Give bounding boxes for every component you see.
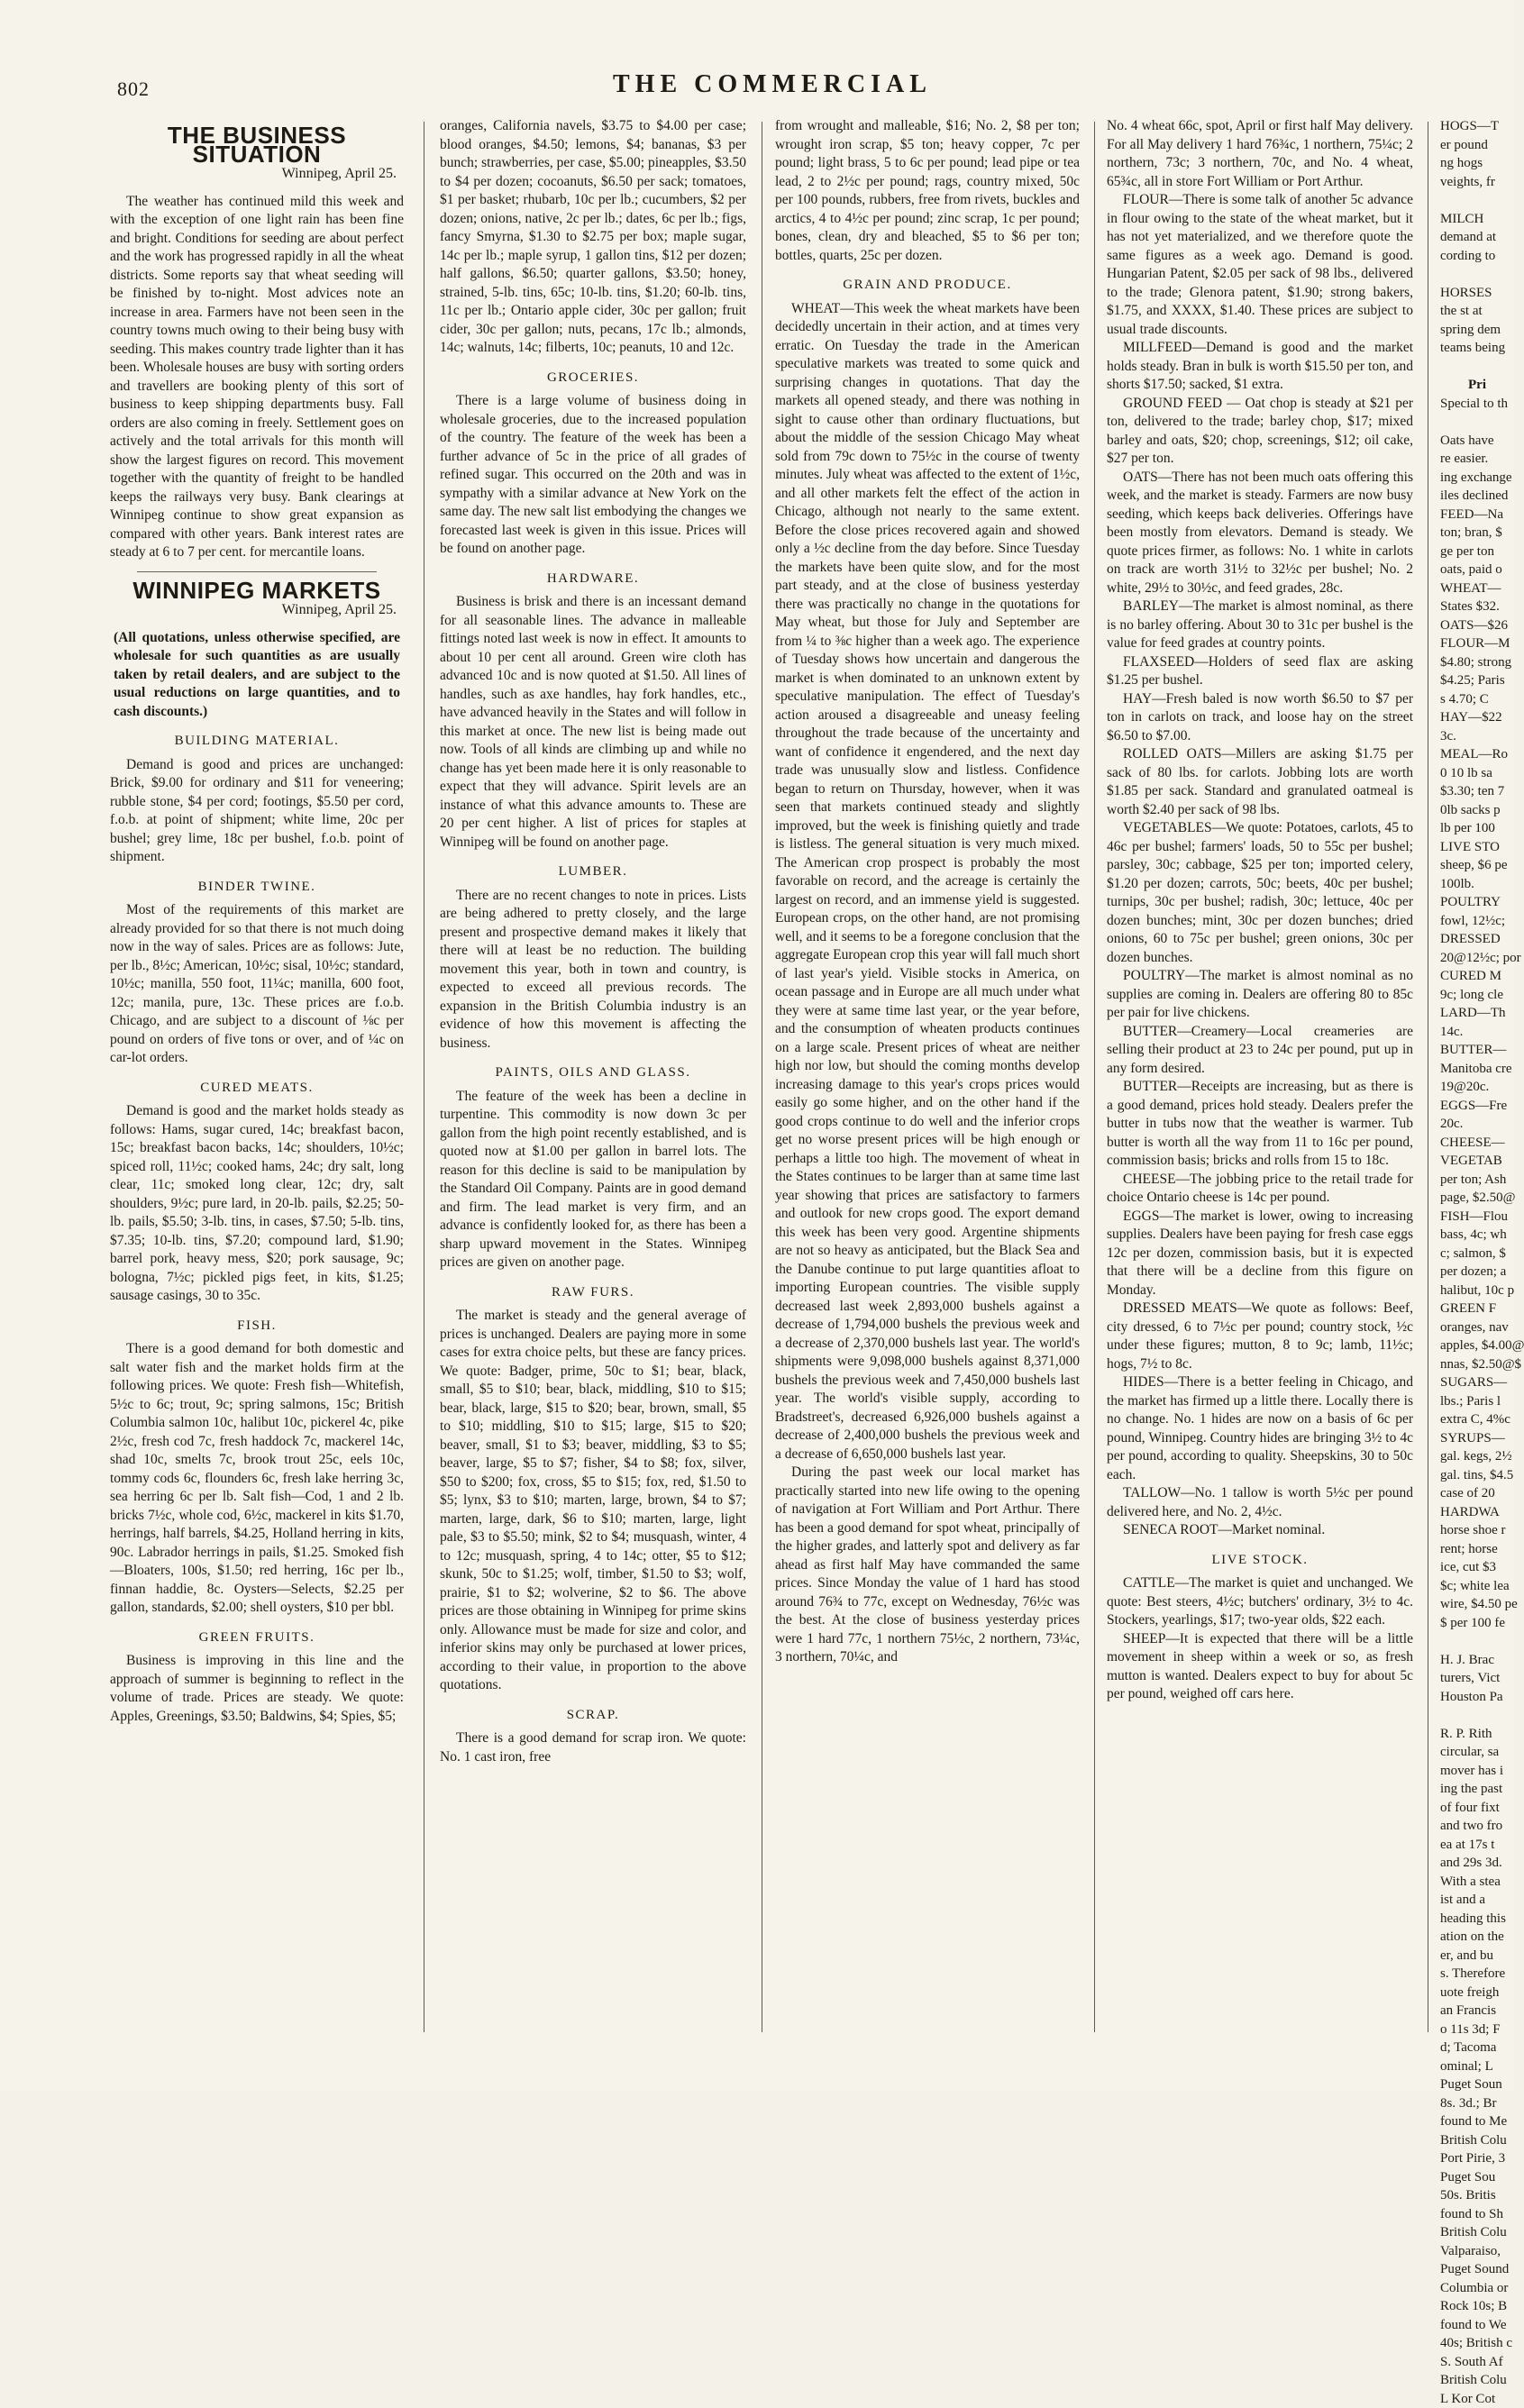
fragment-line: er pound	[1440, 136, 1514, 155]
fragment-line: and 29s 3d.	[1440, 1854, 1514, 1873]
article-text: TALLOW—No. 1 tallow is worth 5½c per pound delivered here, and No. 2, 4½c.	[1107, 1484, 1413, 1521]
fragment-line	[1440, 265, 1514, 284]
fragment-line: found to Me	[1440, 2112, 1514, 2131]
fragment-line: FLOUR—M	[1440, 634, 1514, 653]
fragment-line: cording to	[1440, 247, 1514, 266]
fragment-line: POULTRY	[1440, 893, 1514, 912]
fragment-line: FEED—Na	[1440, 506, 1514, 524]
article-text: BUTTER—Receipts are increasing, but as there is a good demand, prices hold steady. Dealers prefer the butter in tubs now that the weather is warmer. Tub butter is worth all the way from 11 to 16c per pound, commission basis; bricks and rolls from 15 to 18c.	[1107, 1078, 1413, 1171]
article-text: No. 4 wheat 66c, spot, April or first half May delivery. For all May delivery 1 hard 76¾c, 1 northern, 75¼c; 2 northern, 73c; 3 northern, 70c, and No. 4 wheat, 65¾c, all in store Fort William or Port Arthur.	[1107, 117, 1413, 191]
business-situation-text: The weather has continued mild this week and with the exception of one light rain has been fine and bright. Conditions for seeding are about perfect and the work has progressed rapidly in all the wheat districts. Some reports say that wheat seeding will be finished by to-night. Most advices note an increase in area. Farmers have not been seen in the country towns much owing to their being busy with seeding. This makes country trade lighter than it has been. Wholesale houses are busy with sorting orders and travellers are booking plenty of this sort of business to keep shipping departments busy. Fall orders are also coming in freely. Settlement goes on actively and the total arrivals for this month will show the largest figures on record. This movement together with the quantity of freight to be handled keeps the railways very busy. Bank clearings at Winnipeg continue to show great expansion as compared with other years. Bank interest rates are steady at 6 to 7 per cent. for mercantile loans.	[110, 193, 404, 562]
quotations-note: (All quotations, unless otherwise specified, are wholesale for such quantities as are usually taken by retail dealers, and are subject to the usual reductions on large quantities, and to cash discounts.)	[114, 629, 400, 722]
fragment-line: Oats have	[1440, 432, 1514, 451]
fragment-line: iles declined	[1440, 487, 1514, 506]
article-text: Business is improving in this line and the approach of summer is beginning to reflect in the volume of trade. Prices are steady. We quote: Apples, Greenings, $3.50; Baldwins, $4; Spies, $5;	[110, 1652, 404, 1726]
fragment-line: ice, cut $3	[1440, 1558, 1514, 1577]
business-situation-heading: THE BUSINESS SITUATION	[110, 126, 404, 163]
article-text: BUTTER—Creamery—Local creameries are selling their product at 23 to 24c per pound, put up in any form desired.	[1107, 1023, 1413, 1079]
fragment-line: o 11s 3d; F	[1440, 2020, 1514, 2039]
section-heading: FISH.	[110, 1317, 404, 1336]
section-heading: CURED MEATS.	[110, 1079, 404, 1098]
column-2	[440, 117, 746, 2055]
fragment-line: Port Pirie, 3	[1440, 2149, 1514, 2168]
article-text: HIDES—There is a better feeling in Chicago, and the market has firmed up a little there. Locally there is no change. No. 1 hides are now on a basis of 6c per pound, Winnipeg. Country hides are bringing 3½ to 4c per pound, according to quality. Sheepskins, 30 to 50c each.	[1107, 1373, 1413, 1484]
fragment-line: British Colu	[1440, 2131, 1514, 2150]
fragment-line: er, and bu	[1440, 1947, 1514, 1966]
article-text: There is a good demand for both domestic and salt water fish and the market holds firm at the following prices. We quote: Fresh fish—Whitefish, 5½c to 6c; trout, 9c; spring salmons, 15c; British Columbia salmon 10c, halibut 10c, pickerel 4c, pike 2½c, fresh cod 7c, fresh haddock 7c, mackerel 14c, shad 10c, smelts 7c, brook trout 25c, eels 10c, tommy cods 6c, flounders 6c, fresh lake herring 3c, sea herring 6c per lb. Salt fish—Cod, 1 and 2 lb. bricks 7½c, whole cod, 6½c, mackerel in kits $1.70, herrings, half barrels, $4.25, Holland herring in kits, 90c. Labrador herrings in pails, $1.25. Smoked fish—Bloaters, 100s, $1.50; red herring, 16c per lb., finnan haddie, 8c. Oysters—Selects, $2.25 per gallon, standards, $2.00; shell oysters, $10 per bbl.	[110, 1340, 404, 1618]
fragment-line: extra C, 4%c	[1440, 1410, 1514, 1429]
fragment-line: s 4.70; C	[1440, 690, 1514, 709]
article-text: BARLEY—The market is almost nominal, as there is no barley offering. About 30 to 31c per bushel is the value for feed grades at country points.	[1107, 597, 1413, 653]
fragment-line: MILCH	[1440, 210, 1514, 229]
section-heading: BINDER TWINE.	[110, 878, 404, 897]
section-heading: BUILDING MATERIAL.	[110, 732, 404, 751]
fragment-line: gal. kegs, 2½	[1440, 1447, 1514, 1466]
fragment-line: ominal; L	[1440, 2057, 1514, 2076]
fragment-line	[1440, 1632, 1514, 1651]
section-heading: GREEN FRUITS.	[110, 1628, 404, 1647]
fragment-line: mover has i	[1440, 1762, 1514, 1781]
article-text: oranges, California navels, $3.75 to $4.00 per case; blood oranges, $4.50; lemons, $4; bananas, $3 per bunch; strawberries, per case, $5.00; pineapples, $3.50 to $4 per dozen; cocoanuts, $6.50 per sack; tomatoes, $1 per basket; rhubarb, 10c per lb.; cucumbers, $2 per dozen; onions, native, 2c per lb.; dates, 6c per lb.; figs, fancy Smyrna, $1.30 to $2.75 per box; maple sugar, 14c per lb.; maple syrup, 1 gallon tins, $12 per dozen; half gallons, $6.50; quarter gallons, $3.50; honey, strained, 5-lb. tins, 65c; 10-lb. tins, $1.20; 60-lb. tins, 11c per lb.; Ontario apple cider, 30c per gallon; fruit cider, 30c per gallon; nuts, pecans, 17c lb.; almonds, 14c; walnuts, 14c; filberts, 10c; peanuts, 10 and 12c.	[440, 117, 746, 358]
fragment-line: 50s. Britis	[1440, 2186, 1514, 2205]
article-text: VEGETABLES—We quote: Potatoes, carlots, 45 to 46c per bushel; farmers' loads, 50 to 55c per bushel; parsley, 30c; cabbage, $25 per ton; imported celery, $1.20 per dozen; carrots, 50c; beets, 40c per bushel; turnips, 30c per bushel; radish, 30c; lettuce, 40c per dozen bunches; mint, 30c per dozen bunches; dried onions, 60 to 75c per bushel; green onions, 30c per dozen bunches.	[1107, 819, 1413, 967]
fragment-line: $3.30; ten 7	[1440, 782, 1514, 801]
fragment-line: ton; bran, $	[1440, 524, 1514, 543]
fragment-line: R. P. Rith	[1440, 1725, 1514, 1744]
fragment-line: ist and a	[1440, 1891, 1514, 1910]
fragment-line: 0 10 lb sa	[1440, 764, 1514, 783]
article-text: FLOUR—There is some talk of another 5c advance in flour owing to the state of the wheat market, but it has not yet materialized, and we therefore quote the same figures as a week ago. Demand is good. Hungarian Patent, $2.05 per sack of 98 lbs., delivered to the trade; Glenora patent, $1.90; strong bakers, $1.75, and XXXX, $1.40. These prices are subject to usual trade discounts.	[1107, 191, 1413, 339]
section-heading: RAW FURS.	[440, 1283, 746, 1302]
article-text: The feature of the week has been a decline in turpentine. This commodity is now down 3c per gallon from the high point recently established, and is quoted now at $1.00 per gallon in barrel lots. The reason for this decline is said to be manipulation by the Standard Oil Company. Paints are in good demand and firm. The lead market is very firm, and an advance is confidently looked for, as there has been a sharp upward movement in the States. Winnipeg prices are given on another page.	[440, 1088, 746, 1272]
fragment-line: Houston Pa	[1440, 1688, 1514, 1707]
fragment-line: MEAL—Ro	[1440, 745, 1514, 764]
article-text: Business is brisk and there is an incessant demand for all seasonable lines. The advance in malleable fittings noted last week is now in effect. It amounts to about 10 per cent all around. Green wire cloth has advanced 10c and is now quoted at $1.50. All lines of handles, such as axe handles, hay fork handles, etc., have advanced heavily in the States and will follow in this market at once. The new list is being made out now. Tools of all kinds are climbing up and while no change has yet been made here it is only reasonable to expect that they will advance. Spirit levels are an instance of what this advance amounts to. These are 20 per cent higher. A list of prices for staples at Winnipeg will be found on another page.	[440, 593, 746, 852]
fragment-line: Pri	[1440, 376, 1514, 395]
fragment-line: $c; white lea	[1440, 1577, 1514, 1596]
fragment-line: oranges, nav	[1440, 1318, 1514, 1337]
fragment-line: per ton; Ash	[1440, 1171, 1514, 1190]
section-heading: LIVE STOCK.	[1107, 1551, 1413, 1570]
fragment-line: $ per 100 fe	[1440, 1614, 1514, 1633]
fragment-line: lb per 100	[1440, 819, 1514, 838]
fragment-line: Manitoba cre	[1440, 1060, 1514, 1079]
fragment-line: Puget Sound	[1440, 2260, 1514, 2279]
fragment-line	[1440, 358, 1514, 377]
fragment-line: case of 20	[1440, 1484, 1514, 1503]
fragment-line: an Francis	[1440, 2002, 1514, 2020]
fragment-line: WHEAT—	[1440, 579, 1514, 598]
fragment-line: 40s; British c	[1440, 2334, 1514, 2353]
article-text: HAY—Fresh baled is now worth $6.50 to $7 per ton in carlots on track, and loose hay on the street $6.50 to $7.00.	[1107, 690, 1413, 746]
fragment-line: sheep, $6 pe	[1440, 856, 1514, 875]
fragment-line: spring dem	[1440, 321, 1514, 340]
fragment-line: DRESSED	[1440, 930, 1514, 949]
fragment-line	[1440, 413, 1514, 432]
article-text: ROLLED OATS—Millers are asking $1.75 per sack of 80 lbs. for carlots. Jobbing lots are worth $1.85 per sack. Standard and granulated oatmeal is worth $2.40 per sack of 98 lbs.	[1107, 745, 1413, 819]
masthead: THE COMMERCIAL	[613, 70, 932, 99]
fragment-line: Special to th	[1440, 395, 1514, 414]
article-text: POULTRY—The market is almost nominal as no supplies are coming in. Dealers are offering 80 to 85c per pair for live chickens.	[1107, 967, 1413, 1023]
fragment-line: nnas, $2.50@$	[1440, 1355, 1514, 1374]
article-text: The market is steady and the general average of prices is unchanged. Dealers are paying more in some cases for extra choice pelts, but these are fancy prices. We quote: Badger, prime, 50c to $1; bear, black, small, $5 to $10; bear, black, middling, $10 to $15; bear, black, large, $15 to $20; bear, brown, small, $5 to $10; middling, $10 to $15; large, $15 to $20; beaver, small, $1 to $3; beaver, middling, $3 to $5; beaver, large, $5 to $7; fisher, $4 to $8; fox, silver, $50 to $200; fox, cross, $5 to $15; fox, red, $1.50 to $5; lynx, $3 to $10; marten, large, brown, $4 to $7; marten, large, dark, $6 to $10; marten, large, light pale, $3 to $5.50; mink, $2 to $4; musquash, winter, 4 to 12c; musquash, spring, 4 to 14c; otter, $5 to $12; skunk, 50c to $1.25; wolf, timber, $1.50 to $3; wolf, prairie, $1 to $2; wolverine, $2 to $6. The above prices are those obtaining in Winnipeg for prime skins only. Allowance must be made for size and color, and inferior skins may only be purchased at lower prices, according to their value, in proportion to the above quotations.	[440, 1307, 746, 1695]
fragment-line: horse shoe r	[1440, 1521, 1514, 1540]
fragment-line: FISH—Flou	[1440, 1208, 1514, 1227]
fragment-line: GREEN F	[1440, 1300, 1514, 1318]
fragment-line: SYRUPS—	[1440, 1429, 1514, 1448]
fragment-line: gal. tins, $4.5	[1440, 1466, 1514, 1485]
fragment-line: 19@20c.	[1440, 1078, 1514, 1097]
fragment-line: HARDWA	[1440, 1503, 1514, 1522]
fragment-line: found to Sh	[1440, 2205, 1514, 2224]
section-heading: PAINTS, OILS AND GLASS.	[440, 1063, 746, 1082]
fragment-line: VEGETAB	[1440, 1152, 1514, 1171]
fragment-line: uote freigh	[1440, 1984, 1514, 2002]
fragment-line: wire, $4.50 pe	[1440, 1595, 1514, 1614]
fragment-line: page, $2.50@	[1440, 1189, 1514, 1208]
fragment-line: ing the past	[1440, 1780, 1514, 1799]
fragment-line: halibut, 10c p	[1440, 1282, 1514, 1300]
column-4	[1107, 117, 1413, 2055]
article-text: Most of the requirements of this market are already provided for so that there is not much doing now in the way of sales. Prices are as follows: Jute, per lb., 8½c; American, 10½c; sisal, 10½c; standard, 10½c; manilla, 550 foot, 11¼c; manilla, 600 foot, 12c; manila, pure, 13c. These prices are f.o.b. Chicago, and are subject to a discount of ⅛c per pound on orders of five tons or over, and of ¼c on car-lot orders.	[110, 901, 404, 1068]
section-heading: SCRAP.	[440, 1706, 746, 1725]
fragment-line: veights, fr	[1440, 173, 1514, 192]
fragment-line: BUTTER—	[1440, 1041, 1514, 1060]
article-text: Demand is good and prices are unchanged: Brick, $9.00 for ordinary and $11 for veneering; rubble stone, $4 per cord; footings, $5.50 per cord, f.o.b. at point of shipment; white lime, 20c per bushel; grey lime, 18c per bushel, f.o.b. point of shipment.	[110, 756, 404, 867]
section-heading: GROCERIES.	[440, 369, 746, 388]
fragment-line: ation on the	[1440, 1928, 1514, 1947]
fragment-line: SUGARS—	[1440, 1373, 1514, 1392]
column-rule	[1094, 122, 1095, 2032]
article-text: EGGS—The market is lower, owing to increasing supplies. Dealers have been paying for fresh case eggs 12c per dozen, commission basis, but it is expected that there will be a decline from this figure on Monday.	[1107, 1208, 1413, 1300]
fragment-line: 8s. 3d.; Br	[1440, 2094, 1514, 2113]
article-text: There is a good demand for scrap iron. We quote: No. 1 cast iron, free	[440, 1729, 746, 1766]
fragment-line: HORSES	[1440, 284, 1514, 303]
article-text: There are no recent changes to note in prices. Lists are being adhered to pretty closely, and the large present and prospective demand makes it likely that there will at least be no reduction. The building movement this year, both in town and country, is expected to exceed all previous records. The expansion in the British Columbia industry is an evidence of how this movement is affecting the business.	[440, 887, 746, 1054]
section-heading: LUMBER.	[440, 862, 746, 881]
fragment-line: States $32.	[1440, 597, 1514, 616]
article-text: There is a large volume of business doing in wholesale groceries, due to the increased population of the country. The feature of the week has been a further advance of 5c in the price of all grades of refined sugar. This occurred on the 20th and was in sympathy with a similar advance at New York on the same day. The new salt list embodying the changes we forecasted last week is given in this issue. Prices will be found on another page.	[440, 392, 746, 559]
fragment-line: teams being	[1440, 339, 1514, 358]
fragment-line: CHEESE—	[1440, 1134, 1514, 1153]
fragment-line: d; Tacoma	[1440, 2039, 1514, 2057]
fragment-line: and two fro	[1440, 1817, 1514, 1836]
page-number: 802	[117, 78, 150, 101]
article-text: During the past week our local market has practically started into new life owing to the opening of navigation at Fort William and Port Arthur. There has been a good demand for spot wheat, principally of the higher grades, and latterly spot and delivery as far ahead as first half May have commanded the same prices. Since Monday the value of 1 hard has stood around 76¾ to 77c, except on Wednesday, 76½c was the best. At the close of business yesterday prices were 1 hard 77c, 1 northern 75½c, 2 northern, 73¼c, 3 northern, 70¼c, and	[775, 1464, 1080, 1667]
fragment-line: S. South Af	[1440, 2353, 1514, 2372]
column-1	[110, 117, 404, 2055]
fragment-line: rent; horse	[1440, 1540, 1514, 1559]
fragment-line: 9c; long cle	[1440, 986, 1514, 1005]
column-3	[775, 117, 1080, 2055]
fragment-line: heading this	[1440, 1910, 1514, 1929]
column-5-fragment	[1440, 117, 1514, 2055]
fragment-line: lbs.; Paris l	[1440, 1392, 1514, 1411]
article-text: WHEAT—This week the wheat markets have been decidedly uncertain in their action, and at times very erratic. On Tuesday the trade in the American speculative markets was treated to some quick and surprising changes in quotations. That day the markets all opened steady, and there was nothing in sight to cause other than ordinary fluctuations, but about the middle of the session Chicago May wheat sold from 79c down to 75½c in the course of twenty minutes. July wheat was affected to the extent of 1½c, and all other markets felt the effect of the action in Chicago, although not nearly to the same extent. Before the close prices recovered again and showed only a ½c decline from the day before. Since Tuesday the markets have been quite slow, and for the most part steady, and at the close of business yesterday there was practically no change in the quotations for May wheat, but those for July and September are from ¼ to ⅜c higher than a week ago. The experience of Tuesday shows how uncertain and dangerous the market is when dominated to an unknown extent by speculative manipulation. The effect of Tuesday's action aroused a disagreeable and uneasy feeling throughout the trade because of the uncertainty and want of confidence it engendered, and the next day trade was unusually slow and listless. Confidence began to return on Thursday, however, when it was seen that markets continued steady and slightly improved, but the week is finishing quietly and trade is listless. The general situation is very much mixed. The American crop prospect is probably the most favorable on record, and the acreage is certainly the largest on record, and an immense yield is suggested. European crops, on the other hand, are not promising well, and it seems to be a foregone conclusion that the aggregate European crop this year will fall much short of last year's yield. Visible stocks in America, on ocean passage and in Europe are all much under what they were at same time last year, or the year before, and the consumption of wheaten products continues on a large scale. Present prices of wheat are neither high nor low, but should the coming months develop increasing damage to this year's crops prices would easily go some higher, and on the other hand if the good crops continue to do well and the inferior crops get no worse present prices will be high enough or perhaps a little too high. The movement of wheat in the States continues to be larger than at same time last year showing that prices are satisfactory to farmers and outlook for new crops good. The export demand this week has been very good. Argentine shipments are not so heavy as anticipated, but the Black Sea and the Danube continue to put large quantities afloat to importing European countries. The visible supply decreased last week 2,893,000 bushels against a decrease of 1,794,000 bushels the previous week and a decrease of 2,370,000 bushels last year. The world's shipments were 9,098,000 bushels against 8,371,000 bushels the previous week and 7,450,000 bushels last year. The world's visible supply, according to Bradstreet's, decreased 6,926,000 bushels against a decrease of 2,400,000 bushels the previous week and a decrease of 6,650,000 bushels last year.	[775, 300, 1080, 1464]
fragment-line: $4.80; strong	[1440, 653, 1514, 672]
fragment-line: apples, $4.00@	[1440, 1336, 1514, 1355]
fragment-line: HOGS—T	[1440, 117, 1514, 136]
fragment-line: OATS—$26	[1440, 616, 1514, 635]
fragment-line: EGGS—Fre	[1440, 1097, 1514, 1116]
article-text: FLAXSEED—Holders of seed flax are asking $1.25 per bushel.	[1107, 653, 1413, 690]
fragment-line: 14c.	[1440, 1023, 1514, 1042]
fragment-line: British Colu	[1440, 2371, 1514, 2390]
section-heading: HARDWARE.	[440, 570, 746, 588]
fragment-line: the st at	[1440, 302, 1514, 321]
fragment-line: With a stea	[1440, 1873, 1514, 1892]
fragment-line: fowl, 12½c;	[1440, 912, 1514, 931]
article-text: CHEESE—The jobbing price to the retail trade for choice Ontario cheese is 14c per pound.	[1107, 1171, 1413, 1208]
fragment-line: 20c.	[1440, 1115, 1514, 1134]
article-text: GROUND FEED — Oat chop is steady at $21 per ton, delivered to the trade; barley chop, $17; mixed barley and oats, $20; chop, screenings, $12; oil cake, $27 per ton.	[1107, 395, 1413, 469]
fragment-line: s. Therefore	[1440, 1965, 1514, 1984]
fragment-line: ea at 17s t	[1440, 1836, 1514, 1855]
article-text: SHEEP—It is expected that there will be a little movement in sheep within a week or so, as fresh mutton is wanted. Dealers expect to buy for about 5c per pound, weighed off cars here.	[1107, 1630, 1413, 1704]
fragment-line: LARD—Th	[1440, 1004, 1514, 1023]
section-heading: GRAIN AND PRODUCE.	[775, 276, 1080, 295]
fragment-line: oats, paid o	[1440, 561, 1514, 579]
fragment-line: found to We	[1440, 2316, 1514, 2335]
fragment-line: bass, 4c; wh	[1440, 1226, 1514, 1245]
fragment-line: Valparaiso,	[1440, 2242, 1514, 2261]
fragment-line: c; salmon, $	[1440, 1245, 1514, 1263]
fragment-line: ge per ton	[1440, 543, 1514, 561]
fragment-line: HAY—$22	[1440, 708, 1514, 727]
fragment-line: Puget Soun	[1440, 2075, 1514, 2094]
fragment-line: Rock 10s; B	[1440, 2297, 1514, 2316]
fragment-line: of four fixt	[1440, 1799, 1514, 1818]
fragment-line: per dozen; a	[1440, 1263, 1514, 1282]
fragment-line: circular, sa	[1440, 1743, 1514, 1762]
fragment-line: $4.25; Paris	[1440, 671, 1514, 690]
article-text: OATS—There has not been much oats offering this week, and the market is steady. Farmers are now busy seeding, which keeps back deliveries. Offerings have been mostly from elevators. Demand is steady. We quote prices firmer, as follows: No. 1 white in carlots on track are worth 31½ to 32½c per bushel; No. 2 white, 29½ to 30½c, and feed grades, 28c.	[1107, 469, 1413, 598]
fragment-line: 3c.	[1440, 727, 1514, 746]
fragment-line: 0lb sacks p	[1440, 801, 1514, 820]
fragment-line: demand at	[1440, 228, 1514, 247]
winnipeg-markets-heading: WINNIPEG MARKETS	[110, 581, 404, 600]
fragment-line: 20@12½c; por	[1440, 949, 1514, 968]
article-text: DRESSED MEATS—We quote as follows: Beef, city dressed, 6 to 7½c per pound; country stock, ½c under these figures; mutton, 8 to 9c; lamb, 11½c; hogs, 7½ to 8c.	[1107, 1300, 1413, 1373]
fragment-line	[1440, 1706, 1514, 1725]
article-text: CATTLE—The market is quiet and unchanged. We quote: Best steers, 4½c; butchers' ordinary, 3½ to 4c. Stockers, yearlings, $17; two-year olds, $22 each.	[1107, 1574, 1413, 1630]
fragment-line: Puget Sou	[1440, 2168, 1514, 2187]
dateline: Winnipeg, April 25.	[110, 601, 397, 620]
fragment-line: 100lb.	[1440, 875, 1514, 894]
fragment-line: ing exchange	[1440, 469, 1514, 488]
article-text: SENECA ROOT—Market nominal.	[1107, 1521, 1413, 1540]
dateline: Winnipeg, April 25.	[110, 165, 397, 184]
divider	[137, 571, 377, 572]
article-text: from wrought and malleable, $16; No. 2, $8 per ton; wrought iron scrap, $5 ton; heavy copper, 7c per pound; light brass, 5 to 6c per pound; lead pipe or tea lead, 2 to 2½c per pound; rags, country mixed, 50c per 100 pounds, rubbers, free from rivets, buckles and arctics, 4 to 4½c per pound; zinc scrap, 1c per pound; bones, clean, dry and bleached, $5 to $6 per ton; bottles, quarts, 25c per dozen.	[775, 117, 1080, 265]
fragment-line: turers, Vict	[1440, 1669, 1514, 1688]
fragment-line: Columbia or	[1440, 2279, 1514, 2298]
fragment-line: ng hogs	[1440, 154, 1514, 173]
fragment-line: LIVE STO	[1440, 838, 1514, 857]
fragment-line: British Colu	[1440, 2223, 1514, 2242]
article-text: Demand is good and the market holds steady as follows: Hams, sugar cured, 14c; breakfast bacon, 15c; breakfast bacon backs, 14c; shoulders, 10½c; spiced roll, 11½c; cooked hams, 24c; dry salt, long clear, 11c; smoked long clear, 12c; dry, salt shoulders, 9½c; pure lard, in 20-lb. pails, $2.25; 50-lb. pails, $5.50; 3-lb. tins, in cases, $7.50; 5-lb. tins, $7.35; 10-lb. tins, $7.20; compound lard, $1.90; barrel pork, heavy mess, $20; pork sausage, 9c; bologna, 7½c; pickled pigs feet, in kits, $1.25; sausage casings, 30 to 35c.	[110, 1102, 404, 1306]
fragment-line: L Kor Cot	[1440, 2390, 1514, 2408]
fragment-line: re easier.	[1440, 450, 1514, 469]
fragment-line	[1440, 191, 1514, 210]
fragment-line: H. J. Brac	[1440, 1651, 1514, 1670]
article-text: MILLFEED—Demand is good and the market holds steady. Bran in bulk is worth $15.50 per ton, and shorts $17.50; sacked, $1 extra.	[1107, 339, 1413, 395]
fragment-line: CURED M	[1440, 967, 1514, 986]
